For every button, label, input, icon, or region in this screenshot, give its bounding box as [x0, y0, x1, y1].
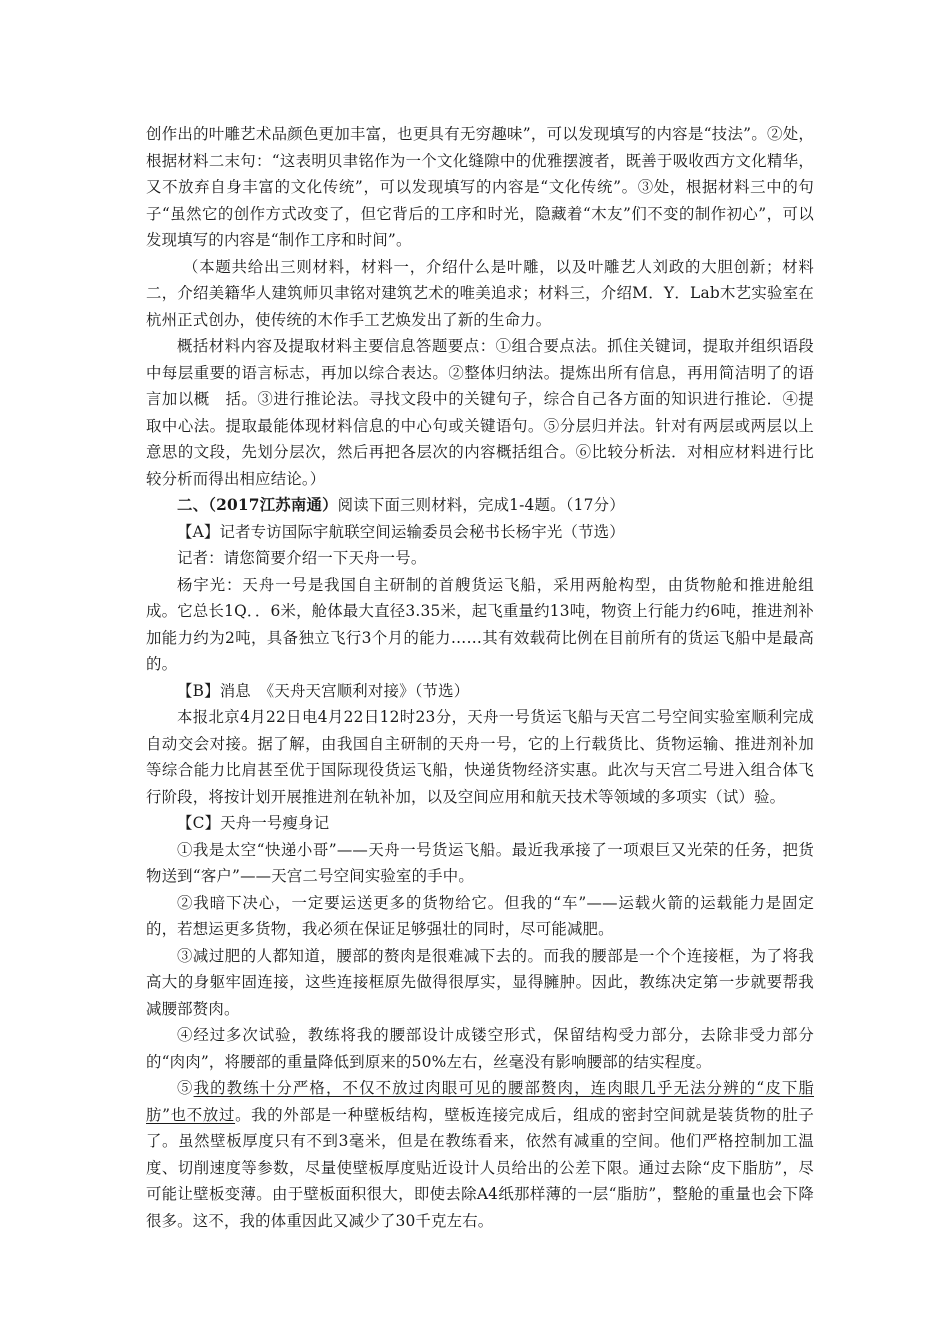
- paragraph-material-summary: （本题共给出三则材料，材料一，介绍什么是叶雕，以及叶雕艺人刘政的大胆创新；材料二，介绍美籍华人建筑师贝聿铭对建筑艺术的唯美追求；材料三，介绍M．Y．Lab木艺实验室在杭州正式创办，使传统的木作手工艺焕发出了新的生命力。: [146, 257, 814, 329]
- material-a-title: 【A】记者专访国际宇航联空间运输委员会秘书长杨宇光（节选）: [177, 522, 625, 541]
- material-c-paragraph-5: [146, 1075, 814, 1234]
- question-two-heading: [146, 492, 814, 519]
- material-c-paragraph-3: ③减过肥的人都知道，腰部的赘肉是很难减下去的。而我的腰部是一个个连接框，为了将我高大的身躯牢固连接，这些连接框原先做得很厚实，显得臃肿。因此，教练决定第一步就要帮我减腰部赘肉。: [146, 946, 814, 1018]
- material-b-title: 【B】消息 《天舟天宫顺利对接》（节选）: [177, 681, 470, 700]
- paragraph-method-tips: 概括材料内容及提取材料主要信息答题要点：①组合要点法。抓住关键词，提取并组织语段中每层重要的语言标志，再加以综合表达。②整体归纳法。提炼出所有信息，再用简洁明了的语言加以概 括。③进行推论法。寻找文段中的关键句子，综合自己各方面的知识进行推论．④提取中心法。提取最能体现材料信息的中心句或关键语句。⑤分层归并法。针对有两层或两层以上意思的文段，先划分层次，然后再把各层次的内容概括组合。⑥比较分析法．对相应材料进行比较分析而得出相应结论。）: [146, 337, 814, 488]
- material-c-paragraph-4: ④经过多次试验，教练将我的腰部设计成镂空形式，保留结构受力部分，去除非受力部分的“肉肉”，将腰部的重量降低到原来的50%左右，丝毫没有影响腰部的结实程度。: [146, 1026, 814, 1071]
- question-two-source: 二、（2017江苏南通）: [177, 496, 338, 514]
- paragraph-5-rest: 。我的外部是一种壁板结构，壁板连接完成后，组成的密封空间就是装货物的肚子了。虽然壁板厚度只有不到3毫米，但是在教练看来，依然有减重的空间。他们严格控制加工温度、切削速度等参数，尽量使壁板厚度贴近设计人员给出的公差下限。通过去除“皮下脂肪”，尽可能让壁板变薄。由于壁板面积很大，即使去除A4纸那样薄的一层“脂肪”，整舱的重量也会下降很多。这不，我的体重因此又减少了30千克左右。: [146, 1105, 814, 1230]
- question-two-instructions: 阅读下面三则材料，完成1-4题。（17分）: [337, 496, 625, 514]
- material-c-title: 【C】天舟一号瘦身记: [177, 814, 330, 832]
- material-a-answer: 杨宇光：天舟一号是我国自主研制的首艘货运飞船，采用两舱构型，由货物舱和推进舱组成。它总长1Q．．6米，舱体最大直径3.35米，起飞重量约13吨，物资上行能力约6吨，推进剂补加能力约为2吨，具备独立飞行3个月的能力……其有效载荷比例在目前所有的货运飞船中是最高的。: [146, 575, 814, 673]
- material-a-question: 记者：请您简要介绍一下天舟一号。: [177, 549, 427, 567]
- underlined-sentence: 我的教练十分严格，不仅不放过肉眼可见的腰部赘肉，连肉眼几乎无法分辨的“皮下脂肪”也不放过: [146, 1079, 815, 1124]
- paragraph-answer-analysis: 创作出的叶雕艺术品颜色更加丰富，也更具有无穷趣味”，可以发现填写的内容是“技法”。②处，根据材料二末句：“这表明贝聿铭作为一个文化缝隙中的优雅摆渡者，既善于吸收西方文化精华，又不放弃自身丰富的文化传统”，可以发现填写的内容是“文化传统”。③处，根据材料三中的句子“虽然它的创作方式改变了，但它背后的工序和时光，隐藏着“木友”们不变的制作初心”，可以发现填写的内容是“制作工序和时间”。: [146, 125, 814, 249]
- material-c-paragraph-2: ②我暗下决心，一定要运送更多的货物给它。但我的“车”——运载火箭的运载能力是固定的，若想运更多货物，我必须在保证足够强壮的同时，尽可能减肥。: [146, 893, 814, 938]
- text-column: [146, 121, 814, 1234]
- material-c-paragraph-1: ①我是太空“快递小哥”——天舟一号货运飞船。最近我承接了一项艰巨又光荣的任务，把货物送到“客户”——天宫二号空间实验室的手中。: [146, 840, 814, 885]
- material-b-text: 本报北京4月22日电4月22日12时23分，天舟一号货运飞船与天宫二号空间实验室顺利完成自动交会对接。据了解，由我国自主研制的天舟一号，它的上行载货比、货物运输、推进剂补加等综合能力比肩甚至优于国际现役货运飞船，快递货物经济实惠。此次与天宫二号进入组合体飞行阶段，将按计划开展推进剂在轨补加，以及空间应用和航天技术等领域的多项实（试）验。: [146, 708, 814, 806]
- paragraph-5-number: ⑤: [177, 1079, 194, 1097]
